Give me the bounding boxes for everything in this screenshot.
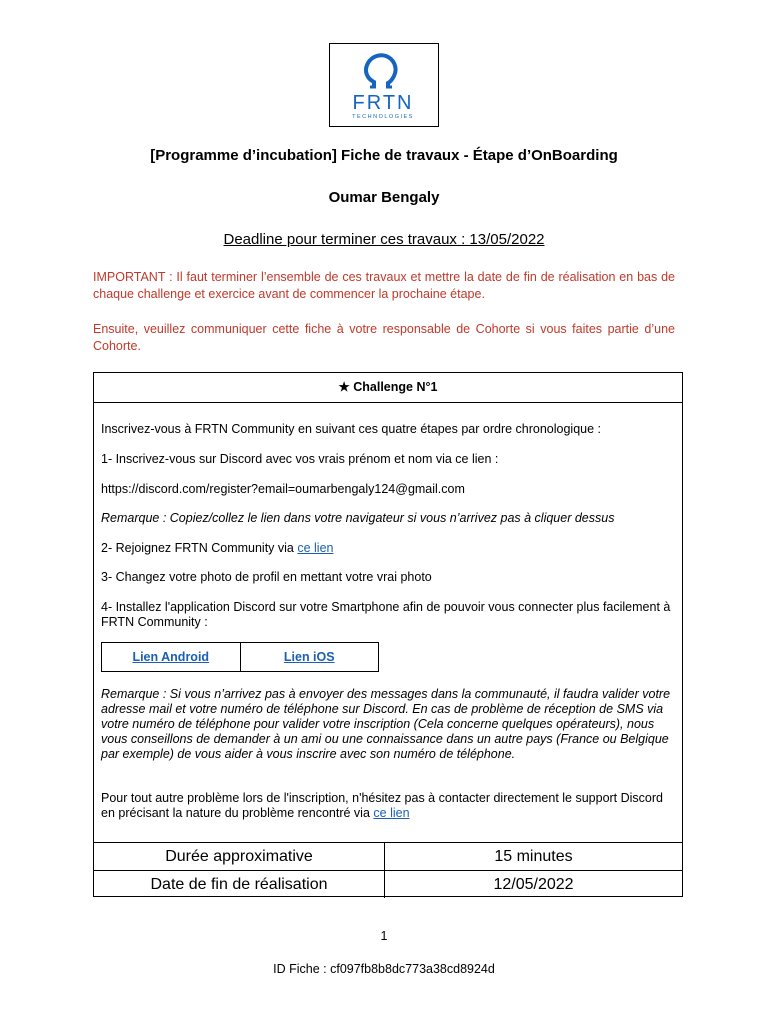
page-number: 1	[380, 929, 388, 943]
duration-label: Durée approximative	[165, 848, 313, 865]
svg-text:TECHNOLOGIES: TECHNOLOGIES	[352, 114, 414, 120]
android-cell	[102, 643, 240, 671]
important-notice: IMPORTANT : Il faut terminer l’ensemble de ces travaux et mettre la date de fin de réalisation en bas de chaque challenge et exercice avant de commencer la prochaine étape.	[93, 270, 675, 301]
android-link[interactable]: Lien Android	[132, 650, 210, 664]
svg-text:FRTN: FRTN	[352, 92, 414, 114]
community-link[interactable]: ce lien	[297, 541, 334, 555]
end-date-row	[94, 870, 682, 898]
duration-value: 15 minutes	[384, 843, 682, 871]
challenge-header	[94, 373, 682, 403]
trophy-icon: ★	[338, 380, 350, 394]
id-fiche: ID Fiche : cf097fb8b8dc773a38cd8924d	[273, 962, 495, 976]
document-title: [Programme d’incubation] Fiche de travaux - Étape d’OnBoarding	[150, 147, 618, 164]
deadline: Deadline pour terminer ces travaux : 13/05/2022	[223, 231, 545, 248]
ios-link[interactable]: Lien iOS	[283, 650, 335, 664]
cohort-notice: Ensuite, veuillez communiquer cette fiche à votre responsable de Cohorte si vous faites partie d’une Cohorte.	[93, 322, 675, 353]
step-2: 2- Rejoignez FRTN Community via ce lien	[101, 541, 334, 555]
duration-row	[94, 842, 682, 871]
frtn-logo	[329, 43, 439, 127]
support-link[interactable]: ce lien	[373, 806, 410, 820]
end-date-label: Date de fin de réalisation	[150, 876, 328, 893]
discord-url[interactable]: https://discord.com/register?email=oumarbengaly124@gmail.com	[101, 482, 465, 496]
challenge-intro: Inscrivez-vous à FRTN Community en suivant ces quatre étapes par ordre chronologique :	[101, 422, 602, 436]
step-1: 1- Inscrivez-vous sur Discord avec vos vrais prénom et nom via ce lien :	[101, 452, 499, 466]
frtn-logo-icon	[330, 44, 438, 126]
end-date-value: 12/05/2022	[384, 871, 682, 898]
step-3: 3- Changez votre photo de profil en mettant votre vrai photo	[101, 570, 432, 584]
support-text: Pour tout autre problème lors de l'inscription, n'hésitez pas à contacter directement le support Discord en précisant la nature du problème rencontré via ce lien	[101, 791, 663, 820]
remark-sms: Remarque : Si vous n’arrivez pas à envoyer des messages dans la communauté, il faudra valider votre adresse mail et votre numéro de téléphone sur Discord. En cas de problème de réception de SMS via votre numéro de téléphone pour valider votre inscription (Cela concerne quelques opérateurs), nous vous conseillons de demander à un ami ou une connaissance dans un autre pays (France ou Belgique par exemple) de vous aider à vous inscrire avec son numéro de téléphone.	[101, 687, 671, 761]
person-name: Oumar Bengaly	[328, 189, 440, 206]
challenge-title: Challenge N°1	[353, 380, 438, 394]
ios-cell	[240, 643, 379, 671]
challenge-card	[93, 372, 683, 897]
step-4: 4- Installez l'application Discord sur votre Smartphone afin de pouvoir vous connecter plus facilement à FRTN Community :	[101, 600, 671, 629]
app-links-table	[101, 642, 379, 672]
remark-copy: Remarque : Copiez/collez le lien dans votre navigateur si vous n’arrivez pas à cliquer dessus	[101, 511, 615, 525]
